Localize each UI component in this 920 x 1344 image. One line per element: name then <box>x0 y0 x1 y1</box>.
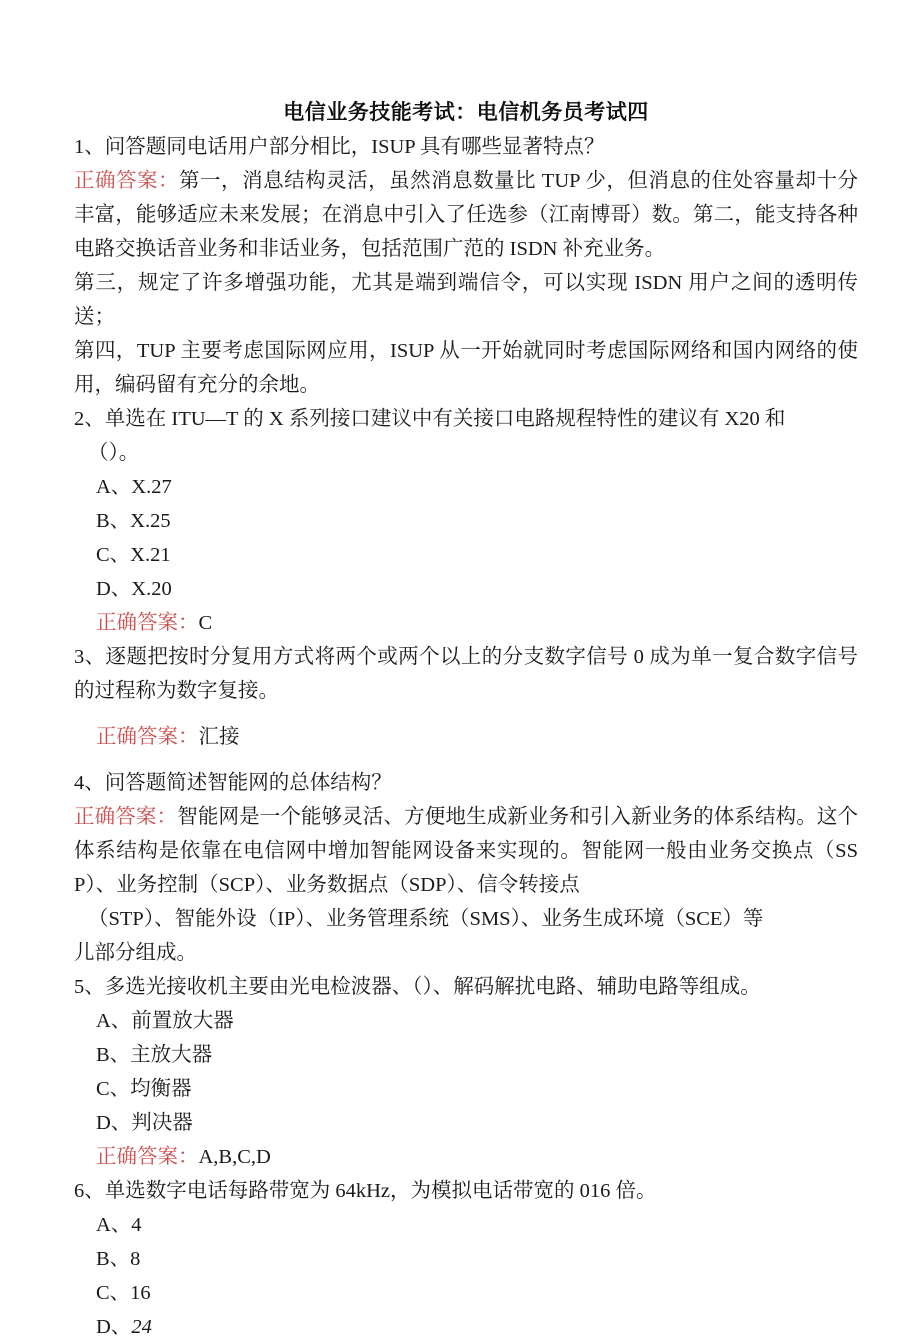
option-item[interactable]: B、8 <box>96 1248 141 1270</box>
answer-label: 正确答案： <box>74 170 180 192</box>
question-block-1 <box>74 130 858 402</box>
answer-paragraph-1-2: 第三，规定了许多增强功能，尤其是端到端信令，可以实现 ISDN 用户之间的透明传送； <box>74 272 858 328</box>
question-block-6 <box>74 1174 858 1344</box>
answer-label: 正确答案： <box>96 1146 199 1168</box>
question-stem-2: 2、单选在 ITU—T 的 X 系列接口建议中有关接口电路规程特性的建议有 X20 和 <box>74 408 786 430</box>
question-stem-4: 4、问答题简述智能网的总体结构？ <box>74 772 392 794</box>
answer-continuation-last: 儿部分组成。 <box>74 942 197 964</box>
answer-continuation-indented: （STP）、智能外设（IP）、业务管理系统（SMS）、业务生成环境（SCE）等 <box>88 908 764 930</box>
option-item[interactable]: A、X.27 <box>96 476 172 498</box>
question-stem-6: 6、单选数字电话每路带宽为 64kHz，为模拟电话带宽的 016 倍。 <box>74 1180 657 1202</box>
page-title: 电信业务技能考试：电信机务员考试四 <box>283 100 649 124</box>
answer-paragraph-1-3: 第四，TUP 主要考虑国际网应用，ISUP 从一开始就同时考虑国际网络和国内网络的使用，编码留有充分的余地。 <box>74 340 858 396</box>
question-block-4 <box>74 766 858 970</box>
option-value: 24 <box>131 1316 152 1338</box>
option-item[interactable]: C、X.21 <box>96 544 171 566</box>
option-item[interactable]: B、主放大器 <box>96 1044 213 1066</box>
option-item[interactable]: B、X.25 <box>96 510 171 532</box>
option-item[interactable]: C、均衡器 <box>96 1078 192 1100</box>
answer-paragraph-4-1 <box>74 800 858 902</box>
answer-body: 智能网是一个能够灵活、方便地生成新业务和引入新业务的体系结构。这个体系结构是依靠在电信网中增加智能网设备来实现的。智能网一般由业务交换点（SSP）、业务控制（SCP）、业务数据点（SDP）、信令转接点 <box>74 806 859 896</box>
question-stem-5: 5、多选光接收机主要由光电检波器、（）、解码解扰电路、辅助电路等组成。 <box>74 976 761 998</box>
answer-label: 正确答案： <box>96 726 199 748</box>
option-item[interactable]: A、4 <box>96 1214 142 1236</box>
answer-value: 汇接 <box>198 726 240 748</box>
question-stem-2-continuation: （）。 <box>88 442 140 464</box>
answer-body: 第一，消息结构灵活，虽然消息数量比 TUP 少，但消息的住处容量却十分丰富，能够适应未来发展；在消息中引入了任选参（江南博哥）数。第二，能支持各种电路交换话音业务和非话业务，包括范围广范的 ISDN 补充业务。 <box>74 170 859 260</box>
answer-paragraph-1-1 <box>74 164 858 266</box>
answer-label: 正确答案： <box>74 806 178 828</box>
question-stem-1: 1、问答题同电话用户部分相比，ISUP 具有哪些显著特点？ <box>74 136 605 158</box>
answer-row-2 <box>74 606 858 640</box>
question-stem-3: 3、逐题把按时分复用方式将两个或两个以上的分支数字信号 0 成为单一复合数字信号的过程称为数字复接。 <box>74 646 858 702</box>
option-item[interactable]: D、判决器 <box>96 1112 193 1134</box>
answer-row-5 <box>74 1140 858 1174</box>
option-prefix: D、 <box>96 1316 132 1338</box>
question-block-5 <box>74 970 858 1174</box>
option-item[interactable]: D、X.20 <box>96 578 172 600</box>
option-item[interactable]: C、16 <box>96 1282 151 1304</box>
answer-value: C <box>198 612 213 634</box>
answer-row-3 <box>74 720 858 754</box>
answer-value: A,B,C,D <box>198 1146 271 1168</box>
question-block-2 <box>74 402 858 640</box>
question-block-3 <box>74 640 858 754</box>
option-item[interactable]: A、前置放大器 <box>96 1010 234 1032</box>
option-item[interactable] <box>74 1310 858 1344</box>
answer-label: 正确答案： <box>96 612 199 634</box>
